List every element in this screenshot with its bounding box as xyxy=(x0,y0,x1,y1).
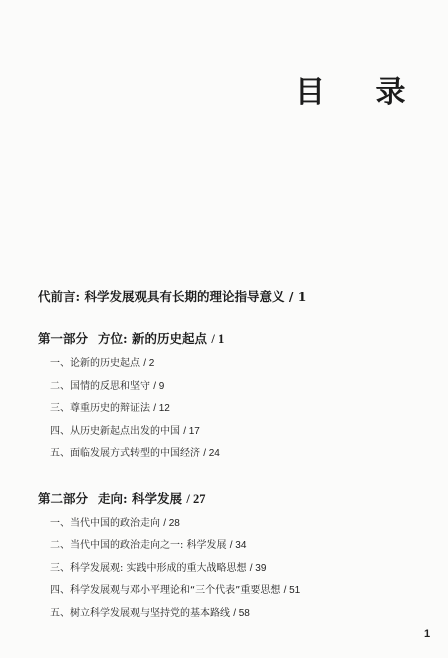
entry-page: / 12 xyxy=(153,403,170,414)
part-two xyxy=(38,490,428,626)
entry-page: / 17 xyxy=(183,425,200,437)
entry-page: / 51 xyxy=(283,585,301,596)
entry-title: 四、从历史新起点出发的中国 xyxy=(50,425,180,437)
entry-page: / 9 xyxy=(153,380,165,392)
toc-entry xyxy=(38,443,428,466)
table-of-contents xyxy=(38,288,428,625)
page-title: 目 录 xyxy=(295,75,426,110)
entry-page: / 34 xyxy=(229,540,247,551)
toc-entry xyxy=(38,535,428,558)
entry-page: / 28 xyxy=(163,517,180,529)
part-one-page: / 1 xyxy=(211,332,225,346)
toc-entry xyxy=(38,376,428,399)
entry-title: 四、科学发展观与邓小平理论和“三个代表”重要思想 xyxy=(50,585,281,596)
part-one-number: 第一部分 xyxy=(38,331,89,346)
part-one xyxy=(38,330,428,466)
toc-entry xyxy=(38,558,428,581)
part-two-heading xyxy=(38,490,428,508)
toc-entry xyxy=(38,398,428,421)
part-two-number: 第二部分 xyxy=(38,490,89,506)
entry-title: 五、树立科学发展观与坚持党的基本路线 xyxy=(50,607,230,619)
entry-page: / 58 xyxy=(233,607,250,619)
entry-title: 三、尊重历史的辩证法 xyxy=(50,403,150,414)
part-two-page: / 27 xyxy=(186,491,206,506)
preface-entry: 代前言: 科学发展观具有长期的理论指导意义 / 1 xyxy=(38,289,307,304)
entry-title: 一、当代中国的政治走向 xyxy=(50,517,160,529)
toc-entry xyxy=(38,421,428,444)
entry-title: 一、论新的历史起点 xyxy=(50,358,140,369)
toc-entry xyxy=(38,353,428,376)
entry-title: 二、当代中国的政治走向之一: 科学发展 xyxy=(50,540,227,551)
entry-page: / 39 xyxy=(249,562,267,574)
entry-title: 五、面临发展方式转型的中国经济 xyxy=(50,448,200,459)
toc-entry xyxy=(38,513,428,536)
part-one-heading xyxy=(38,330,428,348)
part-one-title: 方位: 新的历史起点 xyxy=(98,331,207,346)
entry-page: / 2 xyxy=(143,358,155,369)
toc-entry xyxy=(38,580,428,603)
page-number: 1 xyxy=(424,628,431,640)
entry-title: 三、科学发展观: 实践中形成的重大战略思想 xyxy=(50,562,247,574)
part-two-title: 走向: 科学发展 xyxy=(98,490,182,506)
entry-title: 二、国情的反思和坚守 xyxy=(50,380,150,392)
toc-entry xyxy=(38,603,428,626)
entry-page: / 24 xyxy=(203,448,220,459)
